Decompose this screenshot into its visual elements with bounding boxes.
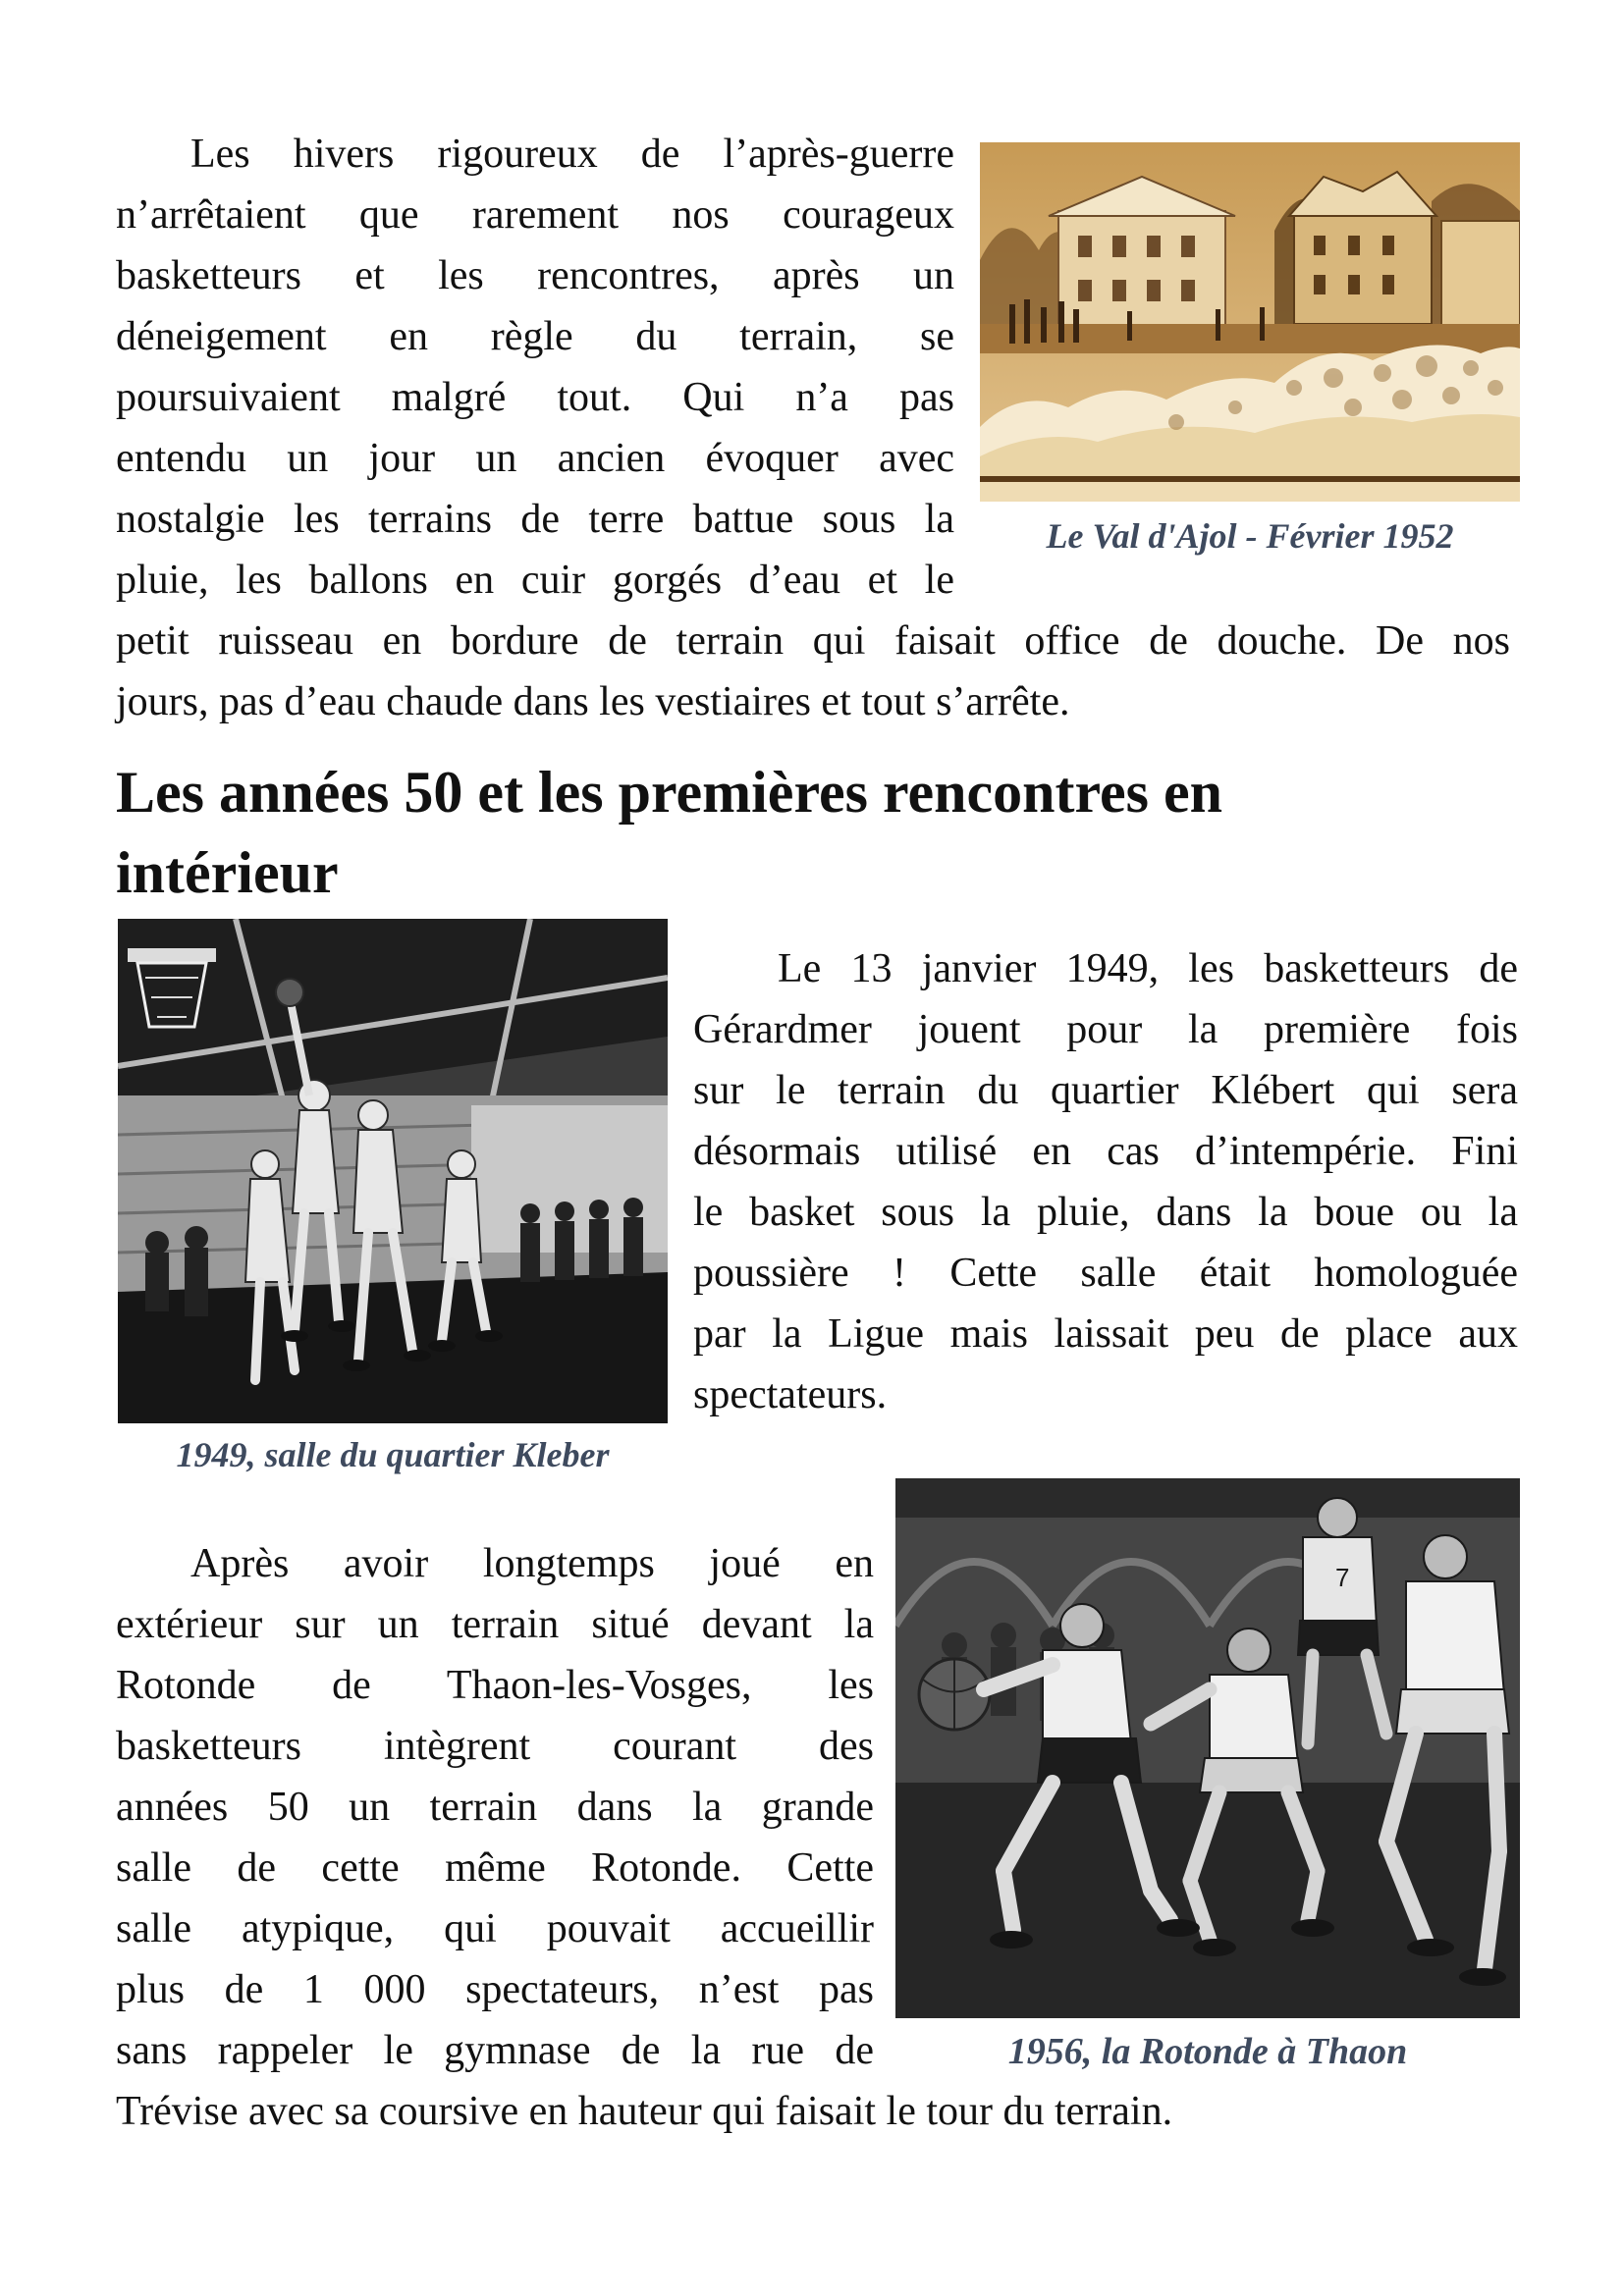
section1-paragraph	[116, 124, 954, 611]
text-line: Les hivers rigoureux de l’après-guerre	[190, 132, 954, 177]
text-line: années 50 un terrain dans la grande	[116, 1785, 874, 1830]
text-line: spectateurs.	[693, 1372, 888, 1417]
text-line: sans rappeler le gymnase de la rue de	[116, 2028, 874, 2073]
text-line: le basket sous la pluie, dans la boue ou la	[693, 1190, 1518, 1235]
heading-line: Les années 50 et les premières rencontres en	[116, 760, 1223, 825]
text-line: déneigement en règle du terrain, se	[116, 314, 954, 359]
text-line: basketteurs intègrent courant des	[116, 1724, 874, 1769]
text-line: Après avoir longtemps joué en	[190, 1541, 874, 1586]
text-line: n’arrêtaient que rarement nos courageux	[116, 192, 954, 238]
photo-val-dajol-caption: Le Val d'Ajol - Février 1952	[1046, 516, 1454, 556]
section3-full-width	[116, 2081, 1510, 2142]
text-line: salle atypique, qui pouvait accueillir	[116, 1906, 874, 1951]
text-line: basketteurs et les rencontres, après un	[116, 253, 954, 298]
text-line: extérieur sur un terrain situé devant la	[116, 1602, 874, 1647]
section3-paragraph	[116, 1533, 874, 2081]
section2-paragraph	[693, 938, 1518, 1425]
text-line: plus de 1 000 spectateurs, n’est pas	[116, 1967, 874, 2012]
photo-rotonde-thaon	[895, 1478, 1520, 2018]
text-line: poussière ! Cette salle était homologuée	[693, 1251, 1518, 1296]
text-line: désormais utilisé en cas d’intempérie. Fini	[693, 1129, 1518, 1174]
text-line: petit ruisseau en bordure de terrain qui faisait office de douche. De nos	[116, 618, 1510, 664]
text-line: entendu un jour un ancien évoquer avec	[116, 436, 954, 481]
text-line: Le 13 janvier 1949, les basketteurs de	[778, 946, 1518, 991]
indoor-basketball-photo-icon	[118, 919, 668, 1423]
section1-full-width	[116, 611, 1510, 732]
text-line: pluie, les ballons en cuir gorgés d’eau et le	[116, 558, 954, 603]
text-line: Rotonde de Thaon-les-Vosges, les	[116, 1663, 874, 1708]
snowy-courtyard-photo-icon	[980, 142, 1520, 502]
text-line: salle de cette même Rotonde. Cette	[116, 1845, 874, 1891]
text-line: poursuivaient malgré tout. Qui n’a pas	[116, 375, 954, 420]
text-line: jours, pas d’eau chaude dans les vestiaires et tout s’arrête.	[116, 679, 1070, 724]
photo-quartier-kleber	[118, 919, 668, 1423]
text-line: Gérardmer jouent pour la première fois	[693, 1007, 1518, 1052]
text-line: sur le terrain du quartier Klébert qui sera	[693, 1068, 1518, 1113]
text-line: nostalgie les terrains de terre battue sous la	[116, 497, 954, 542]
text-line: par la Ligue mais laissait peu de place aux	[693, 1311, 1518, 1357]
photo-rotonde-thaon-caption: 1956, la Rotonde à Thaon	[1007, 2031, 1408, 2072]
photo-quartier-kleber-caption: 1949, salle du quartier Kleber	[176, 1435, 610, 1474]
section-heading	[116, 752, 1510, 913]
basketball-players-photo-icon	[895, 1478, 1520, 2018]
text-line: Trévise avec sa coursive en hauteur qui faisait le tour du terrain.	[116, 2089, 1173, 2134]
svg-text:7: 7	[1335, 1563, 1350, 1592]
heading-line: intérieur	[116, 840, 339, 905]
photo-val-dajol	[980, 142, 1520, 502]
